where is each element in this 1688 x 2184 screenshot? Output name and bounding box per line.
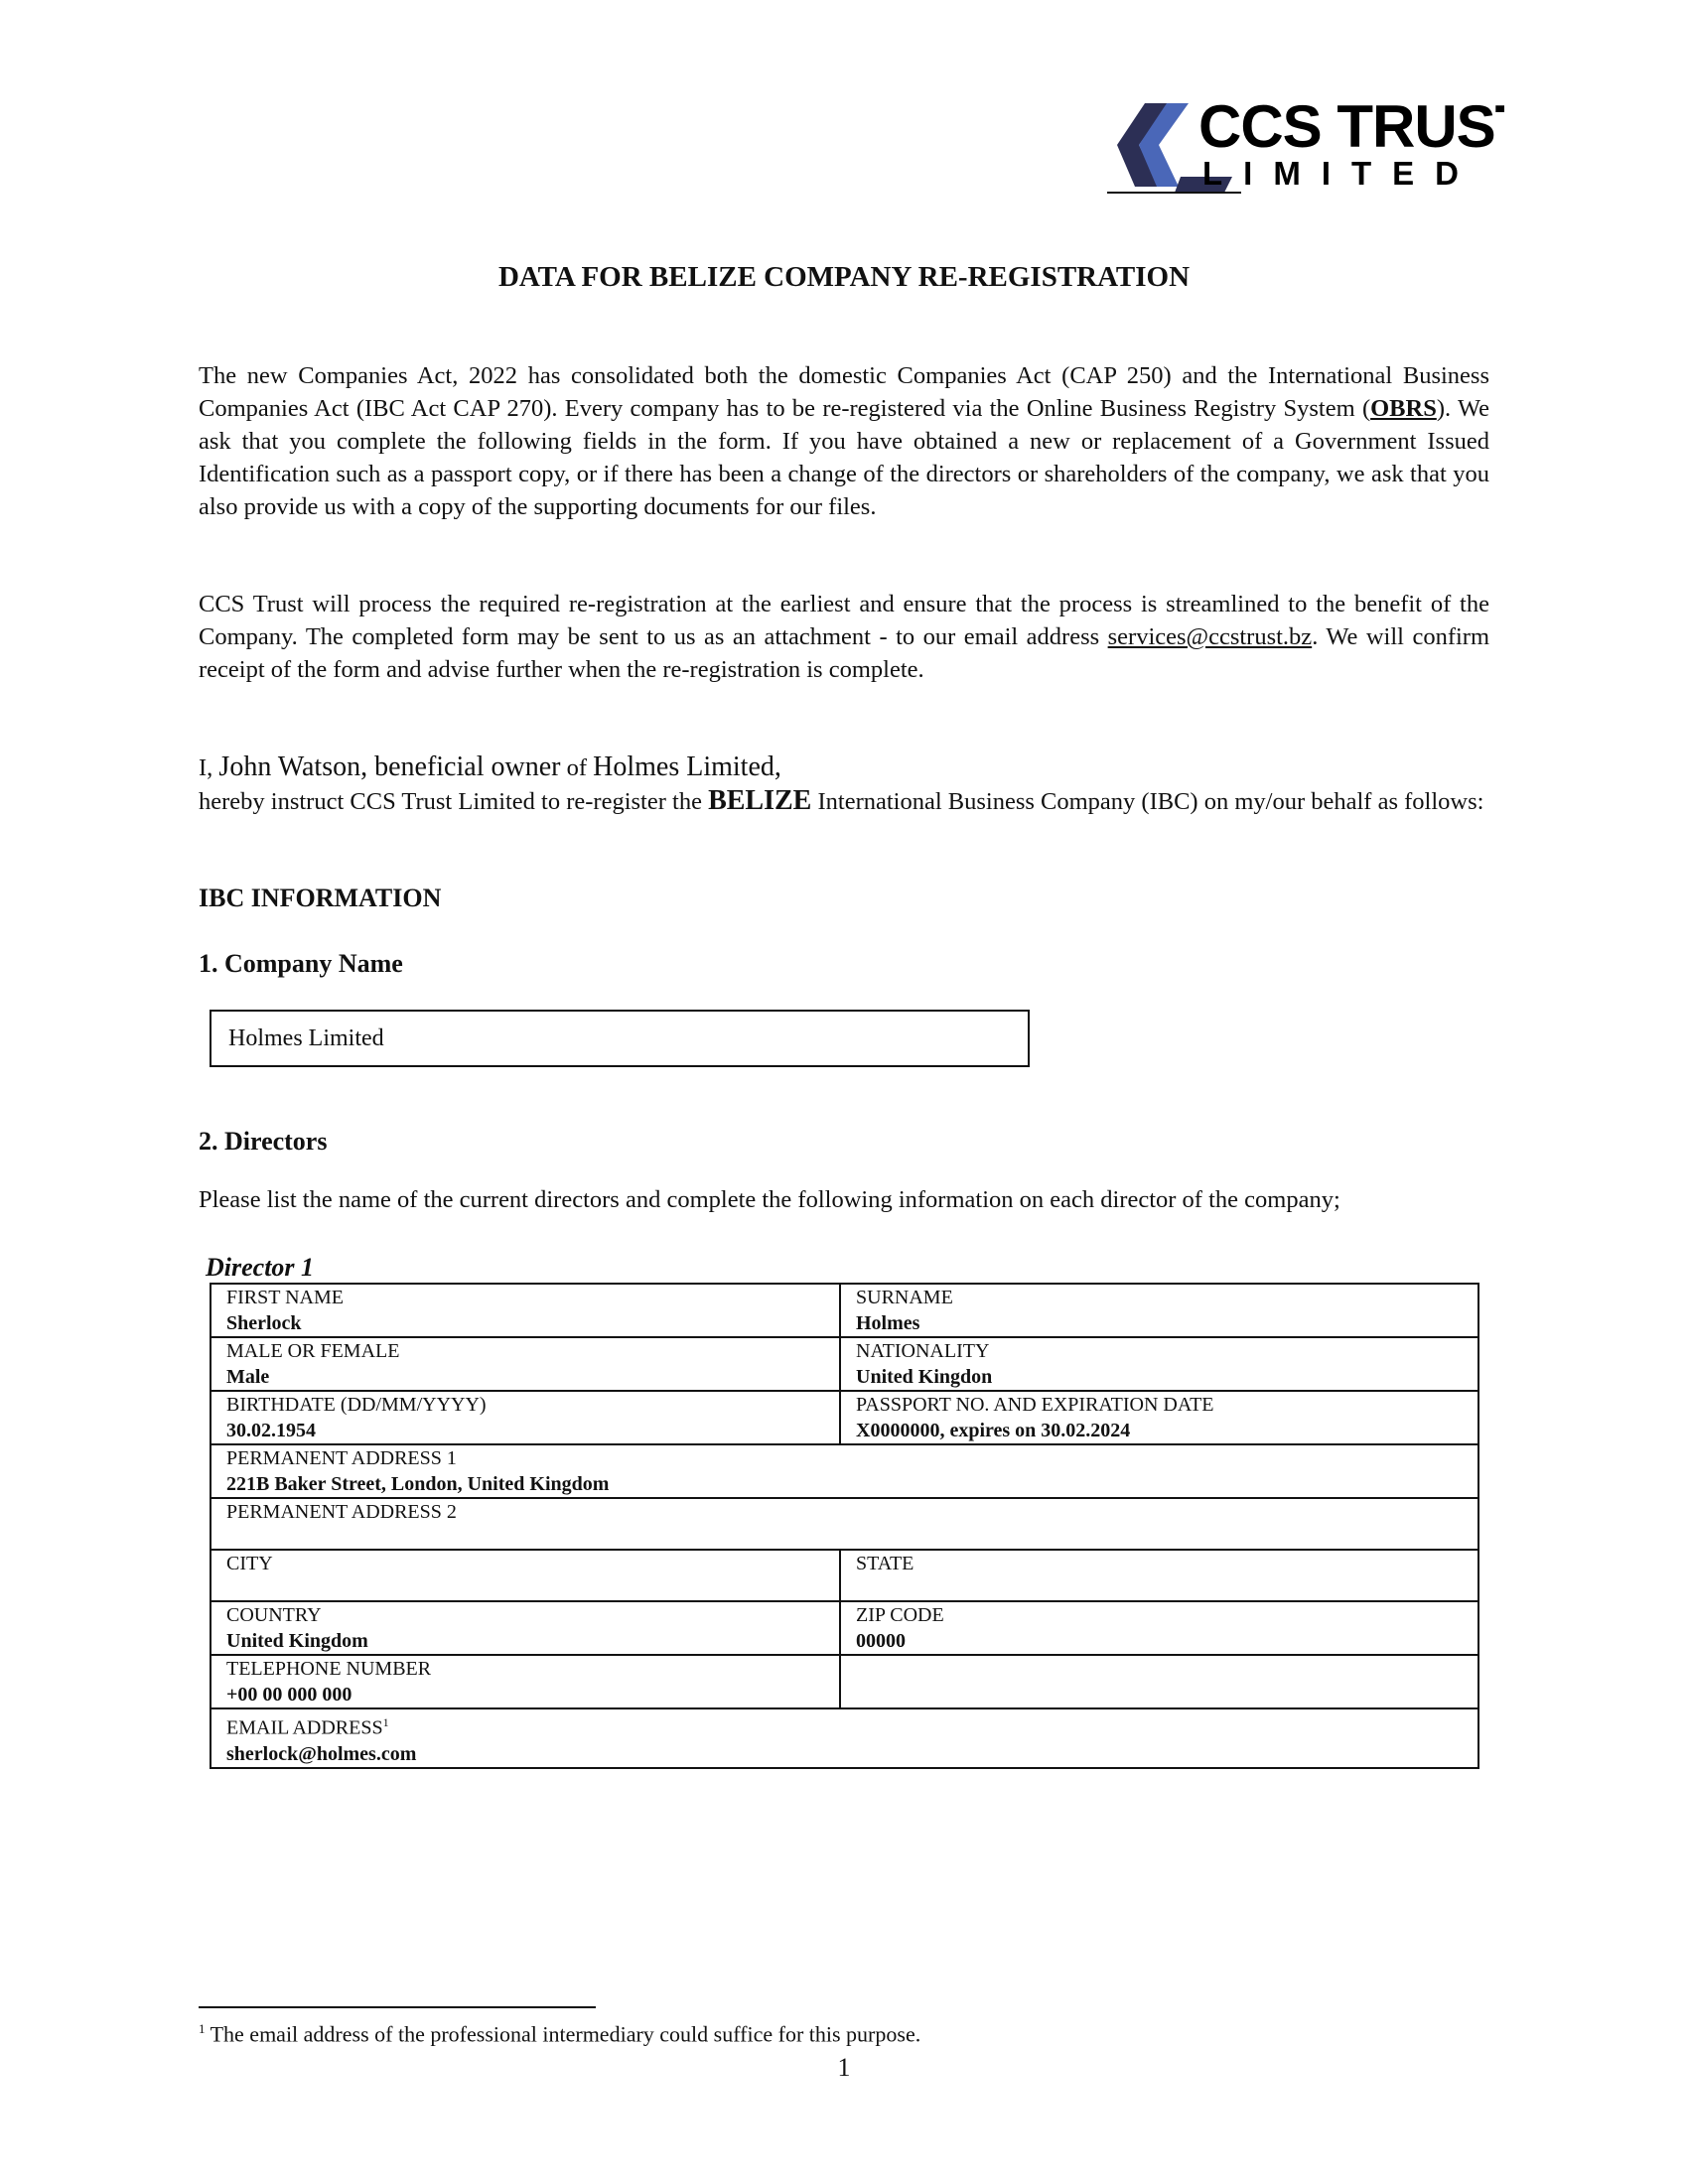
director-1-table (210, 1283, 1479, 1769)
instruction-prefix: I, (199, 754, 219, 781)
logo-word-limited: LIMITED (1202, 155, 1479, 192)
table-row (211, 1708, 1478, 1768)
zip-value: 00000 (856, 1630, 906, 1652)
first-name-label: FIRST NAME (226, 1287, 344, 1308)
zip-label: ZIP CODE (856, 1604, 944, 1626)
address2-cell[interactable] (211, 1498, 1478, 1550)
birthdate-value: 30.02.1954 (226, 1420, 316, 1441)
zip-cell[interactable] (840, 1601, 1478, 1655)
footnote-text: The email address of the professional intermediary could suffice for this purpose. (205, 2021, 921, 2047)
ccs-trust-logo (1107, 97, 1504, 206)
table-row (211, 1655, 1478, 1708)
logo-mark (1107, 97, 1504, 206)
logo-underline (1107, 192, 1241, 194)
company-name-field[interactable]: Holmes Limited (210, 1010, 1030, 1067)
footnote-mark: 1 (199, 2021, 206, 2036)
surname-value: Holmes (856, 1312, 920, 1334)
birthdate-cell[interactable] (211, 1391, 840, 1444)
intro-paragraph (199, 359, 1489, 523)
instruction-block (199, 751, 1489, 818)
process-paragraph (199, 588, 1489, 686)
ibc-information-heading: IBC INFORMATION (199, 884, 442, 912)
instruction-line-2 (199, 784, 1489, 818)
address2-label: PERMANENT ADDRESS 2 (226, 1501, 457, 1523)
phone-value: +00 00 000 000 (226, 1684, 352, 1706)
nationality-label: NATIONALITY (856, 1340, 990, 1362)
surname-label: SURNAME (856, 1287, 953, 1308)
instruction-country: BELIZE (708, 785, 812, 816)
email-label-wrap (226, 1709, 1477, 1741)
country-cell[interactable] (211, 1601, 840, 1655)
passport-label: PASSPORT NO. AND EXPIRATION DATE (856, 1394, 1214, 1416)
first-name-cell[interactable] (211, 1284, 840, 1337)
company-name-heading: 1. Company Name (199, 949, 403, 978)
services-email-link[interactable]: services@ccstrust.bz (1107, 623, 1313, 650)
address1-label: PERMANENT ADDRESS 1 (226, 1447, 457, 1469)
process-text-1: CCS Trust will process the required re-registration at the earliest and ensure that the process is streamlined to the benefit of the Company. The completed form may be sent to us as an attachment - to our email address (199, 591, 1489, 650)
country-label: COUNTRY (226, 1604, 322, 1626)
document-title: DATA FOR BELIZE COMPANY RE-REGISTRATION (497, 261, 1191, 293)
footnote-rule (199, 2006, 596, 2008)
country-value: United Kingdom (226, 1630, 368, 1652)
sex-cell[interactable] (211, 1337, 840, 1391)
footnote (199, 2021, 920, 2047)
first-name-value: Sherlock (226, 1312, 302, 1334)
nationality-value: United Kingdon (856, 1366, 993, 1388)
intro-text-2: ). We ask that you complete the following fields in the form. If you have obtained a new or replacement of a Government Issued Identification such as a passport copy, or if there has been a change of the directors or shareholders of the company, we ask that you also provide us with a copy of the supporting documents for our files. (199, 395, 1489, 520)
intro-text-1: The new Companies Act, 2022 has consolidated both the domestic Companies Act (CAP 250) and the International Business Companies Act (IBC Act CAP 270). Every company has to be re-registered via the Online Business Registry System ( (199, 362, 1489, 422)
table-row (211, 1550, 1478, 1601)
directors-instructions: Please list the name of the current directors and complete the following information on each director of the company; (199, 1186, 1340, 1213)
director-1-label: Director 1 (206, 1253, 315, 1282)
logo-word-ccs-trust: CCS TRUST (1198, 97, 1504, 160)
phone-label: TELEPHONE NUMBER (226, 1658, 432, 1680)
table-row (211, 1601, 1478, 1655)
email-value: sherlock@holmes.com (226, 1742, 417, 1765)
passport-value: X0000000, expires on 30.02.2024 (856, 1420, 1131, 1441)
address1-cell[interactable] (211, 1444, 1478, 1498)
document-title-block (199, 261, 1489, 294)
obrs-link[interactable]: OBRS (1370, 395, 1437, 422)
instruction-text-before: hereby instruct CCS Trust Limited to re-register the (199, 788, 709, 815)
state-cell[interactable] (840, 1550, 1478, 1601)
sex-value: Male (226, 1366, 270, 1388)
table-row (211, 1391, 1478, 1444)
table-row (211, 1498, 1478, 1550)
process-text-2: . We will confirm receipt of the form and advise further when the re-registration is complete. (199, 623, 1490, 683)
passport-cell[interactable] (840, 1391, 1478, 1444)
empty-cell[interactable] (840, 1655, 1478, 1708)
directors-heading: 2. Directors (199, 1127, 328, 1156)
instruction-company: Holmes Limited, (593, 751, 781, 782)
email-label: EMAIL ADDRESS (226, 1716, 383, 1739)
state-label: STATE (856, 1553, 914, 1574)
table-row (211, 1284, 1478, 1337)
nationality-cell[interactable] (840, 1337, 1478, 1391)
city-label: CITY (226, 1553, 273, 1574)
email-cell[interactable] (211, 1708, 1478, 1768)
page-number: 1 (837, 2053, 851, 2082)
address1-value: 221B Baker Street, London, United Kingdom (226, 1473, 610, 1495)
owner-name: John Watson, beneficial owner (218, 751, 561, 782)
email-footnote-mark: 1 (382, 1715, 389, 1729)
surname-cell[interactable] (840, 1284, 1478, 1337)
birthdate-label: BIRTHDATE (DD/MM/YYYY) (226, 1394, 487, 1416)
instruction-text-after: International Business Company (IBC) on my/our behalf as follows: (811, 788, 1484, 815)
table-row (211, 1337, 1478, 1391)
phone-cell[interactable] (211, 1655, 840, 1708)
instruction-of: of (560, 754, 594, 781)
table-row (211, 1444, 1478, 1498)
instruction-line-1 (199, 751, 1489, 784)
sex-label: MALE OR FEMALE (226, 1340, 400, 1362)
city-cell[interactable] (211, 1550, 840, 1601)
